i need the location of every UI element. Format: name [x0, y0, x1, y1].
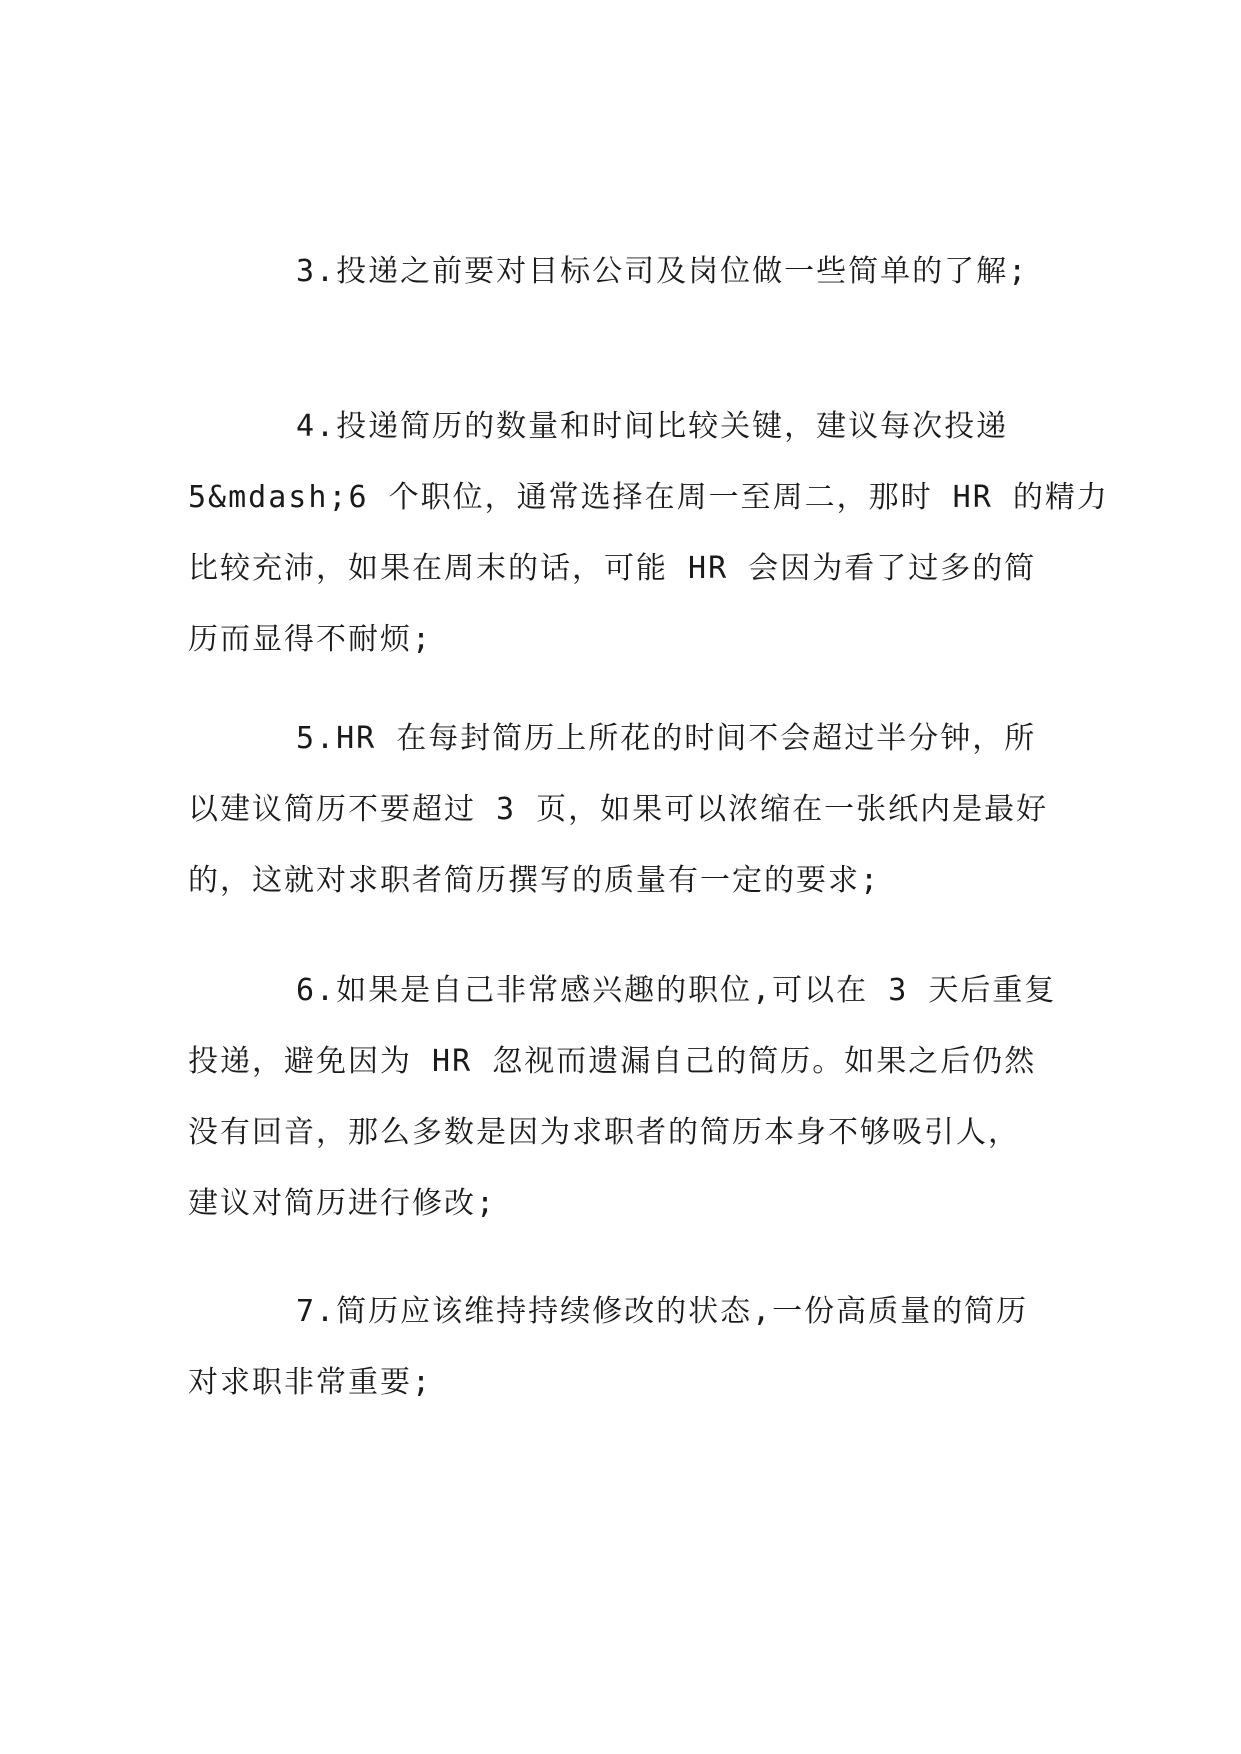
paragraph-line: 7.简历应该维持持续修改的状态,一份高质量的简历	[296, 1294, 1029, 1329]
paragraph-line: 投递，避免因为 HR 忽视而遗漏自己的简历。如果之后仍然	[188, 1044, 1037, 1079]
paragraph-line: 5&mdash;6 个职位，通常选择在周一至周二，那时 HR 的精力	[188, 480, 1109, 515]
paragraph-line: 6.如果是自己非常感兴趣的职位,可以在 3 天后重复	[296, 973, 1057, 1008]
paragraph-line: 对求职非常重要;	[188, 1365, 433, 1400]
paragraph-item-7	[188, 1276, 1058, 1418]
paragraph-item-5	[188, 703, 1058, 916]
paragraph-line: 的，这就对求职者简历撰写的质量有一定的要求;	[188, 863, 881, 898]
paragraph-line: 以建议简历不要超过 3 页，如果可以浓缩在一张纸内是最好	[188, 792, 1049, 827]
paragraph-line: 历而显得不耐烦;	[188, 622, 433, 657]
paragraph-line: 比较充沛，如果在周末的话，可能 HR 会因为看了过多的简	[188, 551, 1037, 586]
paragraph-line: 没有回音，那么多数是因为求职者的简历本身不够吸引人，	[188, 1115, 1020, 1150]
paragraph-item-4	[188, 391, 1109, 675]
paragraph-line: 5.HR 在每封简历上所花的时间不会超过半分钟，所	[296, 721, 1037, 756]
paragraph-line: 建议对简历进行修改;	[188, 1186, 497, 1221]
paragraph-line: 4.投递简历的数量和时间比较关键，建议每次投递	[296, 409, 1009, 444]
paragraph-line: 3.投递之前要对目标公司及岗位做一些简单的了解;	[296, 254, 1029, 289]
paragraph-item-3	[188, 236, 1058, 307]
paragraph-item-6	[188, 955, 1058, 1239]
